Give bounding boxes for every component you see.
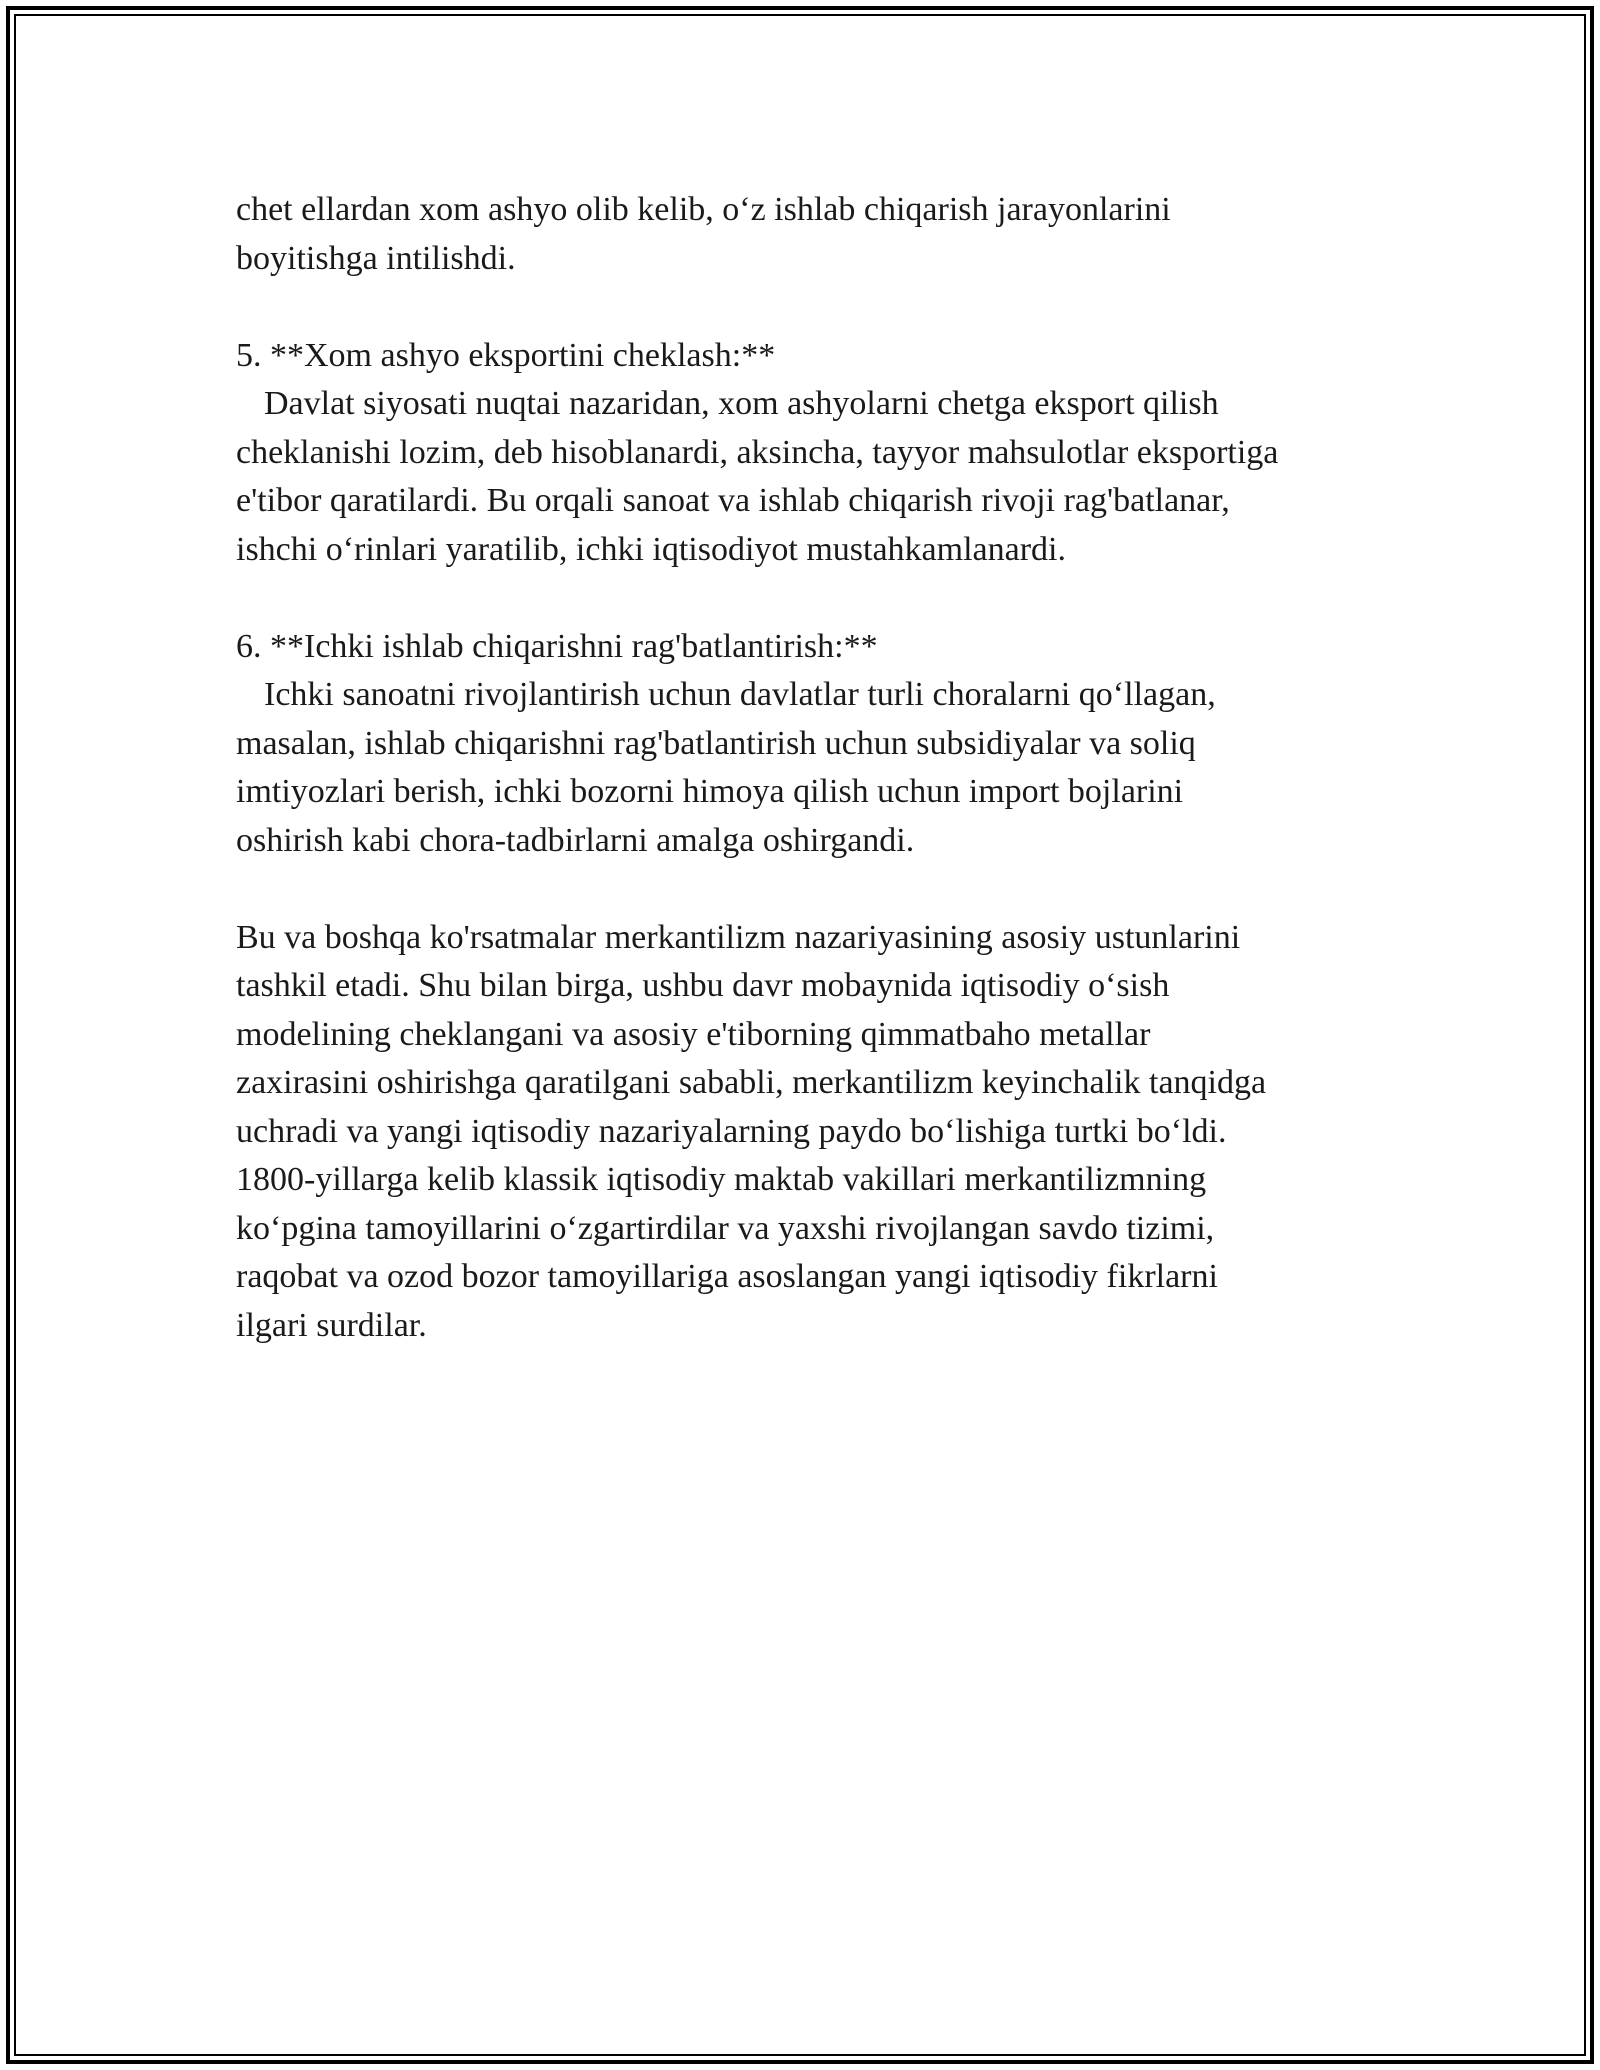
text-line: ko‘pgina tamoyillarini o‘zgartirdilar va yaxshi rivojlangan savdo tizimi,	[236, 1209, 1215, 1247]
text-line: uchradi va yangi iqtisodiy nazariyalarning paydo bo‘lishiga turtki bo‘ldi.	[236, 1112, 1227, 1150]
text-line: modelining cheklangani va asosiy e'tiborning qimmatbaho metallar	[236, 1015, 1151, 1053]
item-6-heading: 6. **Ichki ishlab chiqarishni rag'batlantirish:**	[236, 627, 878, 665]
text-line: 1800-yillarga kelib klassik iqtisodiy maktab vakillari merkantilizmning	[236, 1161, 1207, 1198]
text-line: ishchi o‘rinlari yaratilib, ichki iqtisodiyot mustahkamlanardi.	[236, 530, 1066, 568]
text-line: imtiyozlari berish, ichki bozorni himoya qilish uchun import bojlarini	[236, 773, 1184, 810]
text-line: Bu va boshqa ko'rsatmalar merkantilizm nazariyasining asosiy ustunlarini	[236, 918, 1241, 956]
text-line: raqobat va ozod bozor tamoyillariga asoslangan yangi iqtisodiy fikrlarni	[236, 1258, 1218, 1295]
item-5-section	[236, 332, 1376, 575]
text-line: chet ellardan xom ashyo olib kelib, o‘z ishlab chiqarish jarayonlarini	[236, 191, 1171, 228]
item-5-heading: 5. **Xom ashyo eksportini cheklash:**	[236, 336, 776, 374]
text-line: tashkil etadi. Shu bilan birga, ushbu davr mobaynida iqtisodiy o‘sish	[236, 967, 1170, 1004]
text-line: Davlat siyosati nuqtai nazaridan, xom ashyolarni chetga eksport qilish	[264, 385, 1219, 422]
document-body	[236, 186, 1376, 1350]
text-line: boyitishga intilishdi.	[236, 239, 516, 277]
text-line: oshirish kabi chora-tadbirlarni amalga oshirgandi.	[236, 821, 915, 859]
conclusion-paragraph	[236, 914, 1376, 1351]
text-line: e'tibor qaratilardi. Bu orqali sanoat va ishlab chiqarish rivoji rag'batlanar,	[236, 482, 1230, 519]
text-line: ilgari surdilar.	[236, 1306, 427, 1344]
text-line: Ichki sanoatni rivojlantirish uchun davlatlar turli choralarni qo‘llagan,	[264, 676, 1216, 713]
text-line: masalan, ishlab chiqarishni rag'batlantirish uchun subsidiyalar va soliq	[236, 724, 1196, 762]
paragraph-gap	[236, 283, 1376, 332]
text-line: zaxirasini oshirishga qaratilgani sababli, merkantilizm keyinchalik tanqidga	[236, 1064, 1267, 1101]
paragraph-gap	[236, 865, 1376, 914]
item-6-section	[236, 623, 1376, 866]
intro-paragraph	[236, 186, 1376, 283]
paragraph-gap	[236, 574, 1376, 623]
text-line: cheklanishi lozim, deb hisoblanardi, aksincha, tayyor mahsulotlar eksportiga	[236, 433, 1279, 471]
